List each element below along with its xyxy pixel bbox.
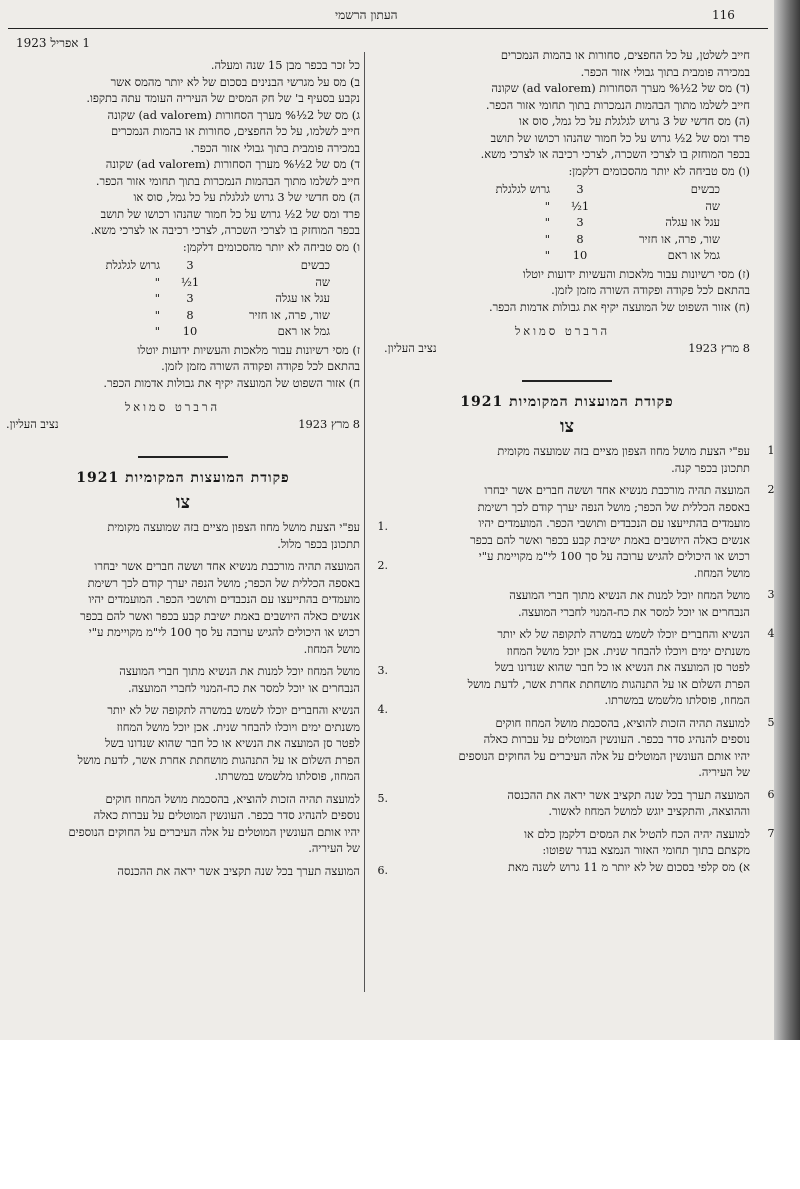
text-line: בהתאם לכל פקודה ופקודה השורה מזמן לזמן.: [551, 283, 750, 297]
text-line: במכירה פומבית בתוך גבולי אזור הכפר.: [580, 64, 750, 79]
signature-date-num: 8: [742, 340, 750, 355]
paragraph-number: 1: [767, 444, 775, 457]
tax-unit: ": [154, 307, 160, 322]
tax-unit: ": [544, 198, 550, 213]
text-line: מקצתם בתוך תחומי האזור הנמצא בגדר שפוטו:: [542, 843, 750, 857]
text-line: משנתים ימים ויוכלו להבחר שנית. אכן יוכל מושל המחוז: [506, 643, 750, 658]
text-line: כל זכר בכפר מבן 15 שנה ומעלה.: [210, 58, 360, 72]
book-binding-edge: [774, 0, 800, 1040]
text-line: (ז) מסי רשיונות עבור מלאכות והעשיות ידועות יוטלו: [522, 266, 750, 281]
tax-amount: 3: [186, 291, 194, 305]
text-line: משנתים ימים ויוכלו להבחר שנית. אכן יוכל מושל המחוז: [116, 719, 360, 734]
text-line: המועצה תערך בכל שנה תקציב אשר יראה את ההכנסה: [507, 787, 750, 802]
text-line: מועמדים בהתייעצו עם הנכבדים ותושבי הכפר. המועמדים יהיו: [478, 516, 750, 530]
text-line: מושל המחוז.: [303, 641, 360, 656]
tax-row: [384, 214, 750, 231]
tax-animal: כבשים: [690, 182, 720, 196]
tax-unit: ": [154, 324, 160, 338]
text-line: הנבחרים או יוכל למסר את כח-המנוי לחברי המועצה.: [517, 604, 750, 619]
text-line: הפרת השלום או על התנהגות מושחתת אחרת אשר, לדעת מושל: [77, 752, 360, 767]
text-line: א) מס קלפי בסכום של לא יותר מ 11 גרוש לשנה מאת: [507, 859, 750, 874]
paragraph-number: 5: [767, 715, 775, 729]
numbered-paragraph: [384, 482, 775, 581]
text-line: בכפר המוחזק בו לצרכי השכרה, לצרכי רכיבה או לצרכי משא.: [90, 223, 360, 237]
issue-date: 1 אפריל 1923: [16, 36, 90, 50]
text-line: עפ"י הצעת מושל מחוז הצפון מציים בזה שמועצה מקומית: [107, 520, 360, 534]
signature-date: [688, 340, 750, 357]
text-line: (ד) מס של 2½% מערך הסחורות (ad valorem) שקונה: [491, 81, 750, 95]
signature-date: [298, 416, 360, 433]
paragraph-number: 3: [767, 588, 775, 601]
tax-animal: עגל או עגלה: [275, 291, 330, 305]
text-line: חייב לשלמו מתוך הבהמות הנמכרות בתוך תחומי אזור הכפר.: [95, 173, 360, 188]
signatory-role: נציב העליון.: [6, 416, 59, 431]
tax-animal: גמל או ראם: [277, 324, 330, 338]
header-rule: [8, 28, 768, 29]
tax-row: [6, 290, 360, 307]
tax-table: [384, 181, 750, 264]
tax-unit: ": [154, 274, 160, 289]
text-line: נוספים להנהיג סדר בכפר. העונשין המוטלים על עברות כאלה: [483, 732, 750, 746]
paragraph-number: .4: [377, 703, 388, 716]
section-title: פקודת המועצות המקומיות 1921: [76, 470, 290, 486]
tax-unit: גרוש לגלגלת: [105, 258, 160, 272]
tax-amount: 8: [576, 231, 584, 246]
text-line: בכפר המוחזק בו לצרכי השכרה, לצרכי רכיבה או לצרכי משא.: [480, 147, 750, 161]
text-line: אנשים כאלה היושבים באמת ישיבת קבע בכפר ואשר להם בכפר: [470, 532, 750, 547]
text-line: יהיו אותם העונשין המוטלים על אלה העיברים על החוקים הנוספים: [68, 824, 360, 839]
paragraph-number: 4: [767, 627, 775, 640]
numbered-paragraph: [384, 626, 775, 709]
numbered-paragraph: [6, 863, 388, 880]
tax-unit: ": [544, 248, 550, 262]
tax-amount: 3: [576, 182, 584, 196]
text-line: הנשיא והחברים יוכלו לשמש במשרה לתקופה של לא יותר: [497, 627, 750, 641]
signature-date-row: [384, 340, 750, 357]
numbered-paragraph: [384, 443, 775, 476]
numbered-paragraph: [384, 587, 775, 620]
tax-animal: גמל או ראם: [667, 248, 720, 262]
paragraph-number: .6: [377, 863, 388, 877]
text-line: וההוצאה, והתקציב יוגש למושל המחוז לאשור.: [548, 804, 750, 818]
text-line: רכוש או היכולים להגיש ערובה על סך 100 לי"מ מקויימת ע"י: [88, 625, 360, 639]
text-line: תתכונן בכפר מלול.: [277, 536, 360, 551]
text-line: מושל המחוז יוכל למנות את הנשיא מתוך חברי המועצה: [509, 588, 750, 602]
signature-date-num: 8: [352, 416, 360, 431]
tax-row: [6, 274, 360, 291]
text-line: עפ"י הצעת מושל מחוז הצפון מציים בזה שמועצה מקומית: [497, 444, 750, 458]
text-line: לפטר סן המועצה את הנשיא או כל חבר שהוא שנדונו בשל: [105, 736, 360, 750]
text-line: נקבע בסעיף ב' של חק המסים של העיריה העומד עתה בתקפו.: [86, 91, 360, 105]
text-line: למועצה יהיה הכח להטיל את המסים דלקמן כלם או: [524, 826, 750, 841]
numbered-paragraph: [6, 558, 388, 657]
text-line: מושל המחוז.: [693, 565, 750, 580]
signature-block: [6, 399, 360, 432]
text-line: (ח) אזור השפוט של המועצה יקיף את גבולות אדמות הכפר.: [488, 299, 750, 314]
tax-unit: ": [544, 231, 550, 246]
signatory-name: הרברט סמואל: [514, 324, 610, 338]
tax-animal: שה: [315, 274, 330, 289]
text-line: באספה הכללית של הכפר; מושל הנפה יערך קודם לכך רשימת: [87, 575, 360, 590]
text-line: של העיריה.: [308, 841, 360, 855]
tax-unit: ": [544, 215, 550, 229]
tax-row: [384, 247, 750, 264]
tax-table: [6, 257, 360, 340]
tax-unit: ": [154, 291, 160, 305]
tax-amount: 10: [182, 324, 198, 338]
text-line: אנשים כאלה היושבים באמת ישיבת קבע בכפר ואשר להם בכפר: [80, 608, 360, 623]
paragraph-number: 7: [767, 826, 775, 840]
column-divider: [364, 52, 365, 992]
text-line: נוספים להנהיג סדר בכפר. העונשין המוטלים על עברות כאלה: [93, 808, 360, 822]
numbered-paragraph: [384, 715, 775, 781]
numbered-paragraph: [6, 663, 388, 696]
tax-amount: 1½: [570, 198, 590, 213]
section-separator: [138, 456, 228, 458]
text-line: המחוז, פוסלתו מלשמש במשרתו.: [214, 769, 360, 783]
signature-date-text: מרץ 1923: [298, 416, 350, 431]
paragraph-number: .1: [377, 520, 388, 533]
text-line: המועצה תהיה מורכבת מנשיא אחד וששה חברים אשר יבחרו: [484, 483, 750, 497]
text-line: יהיו אותם העונשין המוטלים על אלה העיברים על החוקים הנוספים: [458, 748, 750, 763]
text-line: המועצה תערך בכל שנה תקציב אשר יראה את ההכנסה: [117, 863, 360, 878]
paragraph-number: 2: [767, 483, 775, 496]
text-line: ה) מס חדשי של 3 גרוש לגלגלת על כל גמל, סוס או: [133, 190, 360, 204]
blank-margin: [0, 1040, 800, 1189]
text-line: רכוש או היכולים להגיש ערובה על סך 100 לי"מ מקויימת ע"י: [478, 549, 750, 563]
text-line: (ו) מס טביחה לא יותר מהסכומים דלקמן:: [568, 163, 750, 178]
tax-animal: שור, פרה, או חזיר: [638, 231, 720, 246]
tax-row: [6, 257, 360, 274]
text-line: של העיריה.: [698, 765, 750, 779]
text-line: ד) מס של 2½% מערך הסחורות (ad valorem) שקונה: [105, 157, 360, 171]
numbered-paragraph: [6, 519, 388, 552]
signature-block: [384, 323, 750, 356]
numbered-paragraph: [384, 787, 775, 820]
section-subtitle: צו: [559, 415, 575, 437]
text-line: פרד ומס של 2½ גרוש על כל חמור שהנהו רכושו של תושב: [490, 130, 750, 145]
text-line: ח) אזור השפוט של המועצה יקיף את גבולות אדמות הכפר.: [103, 375, 360, 390]
text-line: המועצה תהיה מורכבת מנשיא אחד וששה חברים אשר יבחרו: [94, 559, 360, 573]
text-line: הפרת השלום או על התנהגות מושחתת אחרת אשר, לדעת מושל: [467, 676, 750, 691]
paragraph-number: .2: [377, 559, 388, 572]
tax-amount: 1½: [180, 274, 200, 289]
tax-amount: 3: [576, 215, 584, 229]
text-line: הנשיא והחברים יוכלו לשמש במשרה לתקופה של לא יותר: [107, 703, 360, 717]
right-column: [384, 47, 775, 881]
text-line: (ה) מס חדשי של 3 גרוש לגלגלת על כל גמל, סוס או: [519, 114, 750, 128]
text-line: תתכונן בכפר קנה.: [671, 460, 750, 475]
text-line: ז) מסי רשיונות עבור מלאכות והעשיות ידועות יוטלו: [137, 342, 360, 357]
signature-date-text: מרץ 1923: [688, 340, 740, 355]
tax-unit: גרוש לגלגלת: [495, 182, 550, 196]
tax-animal: שור, פרה, או חזיר: [248, 307, 330, 322]
paragraph-number: .3: [377, 664, 388, 677]
text-line: המחוז, פוסלתו מלשמש במשרתו.: [604, 693, 750, 707]
numbered-paragraph: [384, 826, 775, 876]
text-line: לפטר סן המועצה את הנשיא או כל חבר שהוא שנדונו בשל: [495, 660, 750, 674]
text-line: מועמדים בהתייעצו עם הנכבדים ותושבי הכפר. המועמדים יהיו: [88, 592, 360, 606]
text-line: חייב לשלמו מתוך הבהמות הנמכרות בתוך תחומי אזור הכפר.: [485, 97, 750, 112]
text-line: ו) מס טביחה לא יותר מהסכומים דלקמן:: [182, 239, 360, 254]
numbered-paragraph: [6, 791, 388, 857]
text-line: פרד ומס של 2½ גרוש על כל חמור שהנהו רכושו של תושב: [100, 206, 360, 221]
text-line: חייב לשלטן, על כל החפצים, סחורות או בהמות הנמכרים: [500, 48, 750, 62]
text-line: מושל המחוז יוכל למנות את הנשיא מתוך חברי המועצה: [119, 664, 360, 678]
signatory-name: הרברט סמואל: [124, 400, 220, 414]
gazette-title: העתון הרשמי: [335, 8, 398, 22]
page-number: 116: [712, 8, 735, 22]
paragraph-number: 6: [767, 787, 775, 801]
signature-date-row: [6, 416, 360, 433]
tax-row: [384, 181, 750, 198]
text-line: למועצה תהיה הזכות להוציא, בהסכמת מושל המחוז חוקים: [495, 715, 750, 730]
tax-row: [384, 198, 750, 215]
tax-animal: שה: [705, 198, 720, 213]
text-line: באספה הכללית של הכפר; מושל הנפה יערך קודם לכך רשימת: [477, 499, 750, 514]
section-separator: [522, 380, 612, 382]
left-column: [6, 57, 388, 885]
tax-row: [6, 323, 360, 340]
signatory-role: נציב העליון.: [384, 340, 437, 355]
text-line: ב) מס על מגרשי הבנינים בסכום של לא יותר מהמס אשר: [110, 74, 360, 89]
text-line: בהתאם לכל פקודה ופקודה השורה מזמן לזמן.: [161, 359, 360, 373]
tax-row: [384, 231, 750, 248]
text-line: חייב לשלמו, על כל החפצים, סחורות או בהמות הנמכרים: [110, 124, 360, 138]
paragraph-number: .5: [377, 791, 388, 805]
section-subtitle: צו: [175, 491, 191, 513]
tax-amount: 8: [186, 307, 194, 322]
text-line: ג) מס של 2½% מערך הסחורות (ad valorem) שקונה: [107, 107, 360, 122]
text-line: למועצה תהיה הזכות להוציא, בהסכמת מושל המחוז חוקים: [105, 791, 360, 806]
tax-amount: 10: [572, 248, 588, 262]
tax-animal: עגל או עגלה: [665, 215, 720, 229]
tax-row: [6, 307, 360, 324]
numbered-paragraph: [6, 702, 388, 785]
text-line: הנבחרים או יוכל למסר את כח-המנוי לחברי המועצה.: [127, 680, 360, 695]
tax-animal: כבשים: [300, 258, 330, 272]
text-line: במכירה פומבית בתוך גבולי אזור הכפר.: [190, 140, 360, 155]
tax-amount: 3: [186, 258, 194, 272]
section-title: פקודת המועצות המקומיות 1921: [460, 394, 674, 410]
